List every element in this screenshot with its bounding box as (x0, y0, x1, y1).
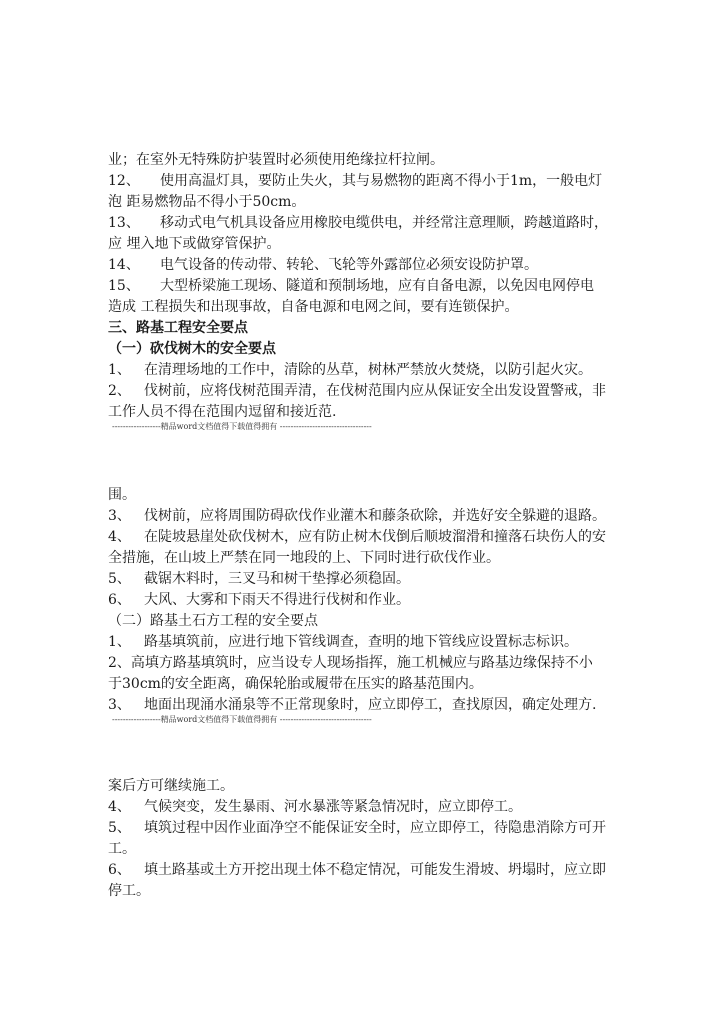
text-line: 工作人员不得在范围内逗留和接近范. (108, 404, 337, 420)
item-number: 15、 (108, 278, 140, 294)
item-text: 大风、大雾和下雨天不得进行伐树和作业。 (144, 592, 410, 608)
item-number: 3、 (108, 697, 131, 713)
item-number: 6、 (108, 592, 131, 608)
item-number: 13、 (108, 215, 140, 231)
item-number: 5、 (108, 571, 131, 587)
subsection-heading: （二）路基土石方工程的安全要点 (108, 613, 318, 629)
list-item-13 (108, 213, 620, 233)
item-number: 1、 (108, 362, 131, 378)
list-item-5 (108, 569, 620, 589)
item-number: 2、 (108, 383, 131, 399)
text-line: 应 埋入地下或做穿管保护。 (108, 236, 281, 252)
list-item-5 (108, 818, 620, 838)
item-number: 12、 (108, 173, 140, 189)
list-item-1 (108, 632, 620, 652)
item-number: 3、 (108, 508, 131, 524)
item-text: 气候突变，发生暴雨、河水暴涨等紧急情况时，应立即停工。 (144, 799, 522, 815)
item-text: 伐树前，应将伐树范围弄清，在伐树范围内应从保证安全出发设置警戒，非 (144, 383, 606, 399)
list-item-12 (108, 171, 620, 191)
text-line: 泡 距易燃物品不得小于50cm。 (108, 194, 306, 210)
list-item-2 (108, 381, 620, 401)
list-item-3 (108, 695, 620, 715)
list-item-6 (108, 590, 620, 610)
item-text: 伐树前，应将周围防碍砍伐作业灌木和藤条砍除，并选好安全躲避的退路。 (144, 508, 606, 524)
item-text: 填土路基或土方开挖出现土体不稳定情况，可能发生滑坡、坍塌时，应立即 (144, 862, 606, 878)
section-heading: 三、路基工程安全要点 (108, 320, 248, 336)
page-separator: ------------------精品word文档值得下载值得拥有 ---------------------------------- (112, 715, 372, 724)
list-item-6 (108, 860, 620, 880)
text-line: 案后方可继续施工。 (108, 778, 234, 794)
page-separator: ------------------精品word文档值得下载值得拥有 ---------------------------------- (112, 422, 372, 431)
list-item-4 (108, 527, 620, 547)
list-item-2: 2、高填方路基填筑时，应当设专人现场指挥，施工机械应与路基边缘保持不小 (108, 655, 593, 671)
text-line: 造成 工程损失和出现事故，自备电源和电网之间，要有连锁保护。 (108, 299, 519, 315)
list-item-15 (108, 276, 620, 296)
item-text: 路基填筑前，应进行地下管线调查，查明的地下管线应设置标志标识。 (144, 634, 578, 650)
subsection-heading: （一）砍伐树木的安全要点 (108, 341, 276, 357)
text-line: 全措施，在山坡上严禁在同一地段的上、下同时进行砍伐作业。 (108, 550, 500, 566)
text-line: 围。 (108, 487, 136, 503)
text-line: 业；在室外无特殊防护装置时必须使用绝缘拉杆拉闸。 (108, 152, 444, 168)
item-number: 4、 (108, 799, 131, 815)
item-text: 截锯木料时，三叉马和树干垫撑必须稳固。 (144, 571, 410, 587)
item-number: 6、 (108, 862, 131, 878)
item-text: 大型桥梁施工现场、隧道和预制场地，应有自备电源，以免因电网停电 (160, 278, 594, 294)
text-line: 停工。 (108, 883, 150, 899)
item-text: 在清理场地的工作中，清除的丛草，树林严禁放火焚烧，以防引起火灾。 (144, 362, 592, 378)
item-text: 使用高温灯具，要防止失火，其与易燃物的距离不得小于1m，一般电灯 (160, 173, 603, 189)
item-text: 移动式电气机具设备应用橡胶电缆供电，并经常注意理顺，跨越道路时， (160, 215, 608, 231)
item-text: 填筑过程中因作业面净空不能保证安全时，应立即停工，待隐患消除方可开 (144, 820, 606, 836)
item-number: 1、 (108, 634, 131, 650)
list-item-4 (108, 797, 620, 817)
list-item-3 (108, 506, 620, 526)
item-text: 在陡坡悬崖处砍伐树木，应有防止树木伐倒后顺坡溜滑和撞落石块伤人的安 (144, 529, 606, 545)
item-number: 4、 (108, 529, 131, 545)
item-number: 14、 (108, 257, 140, 273)
list-item-1 (108, 360, 620, 380)
item-text: 地面出现涌水涌泉等不正常现象时，应立即停工，查找原因，确定处理方. (144, 697, 597, 713)
item-text: 电气设备的传动带、转轮、飞轮等外露部位必须安设防护罩。 (160, 257, 538, 273)
item-number: 5、 (108, 820, 131, 836)
list-item-14 (108, 255, 620, 275)
text-line: 于30cm的安全距离，确保轮胎或履带在压实的路基范围内。 (108, 676, 483, 692)
text-line: 工。 (108, 841, 136, 857)
